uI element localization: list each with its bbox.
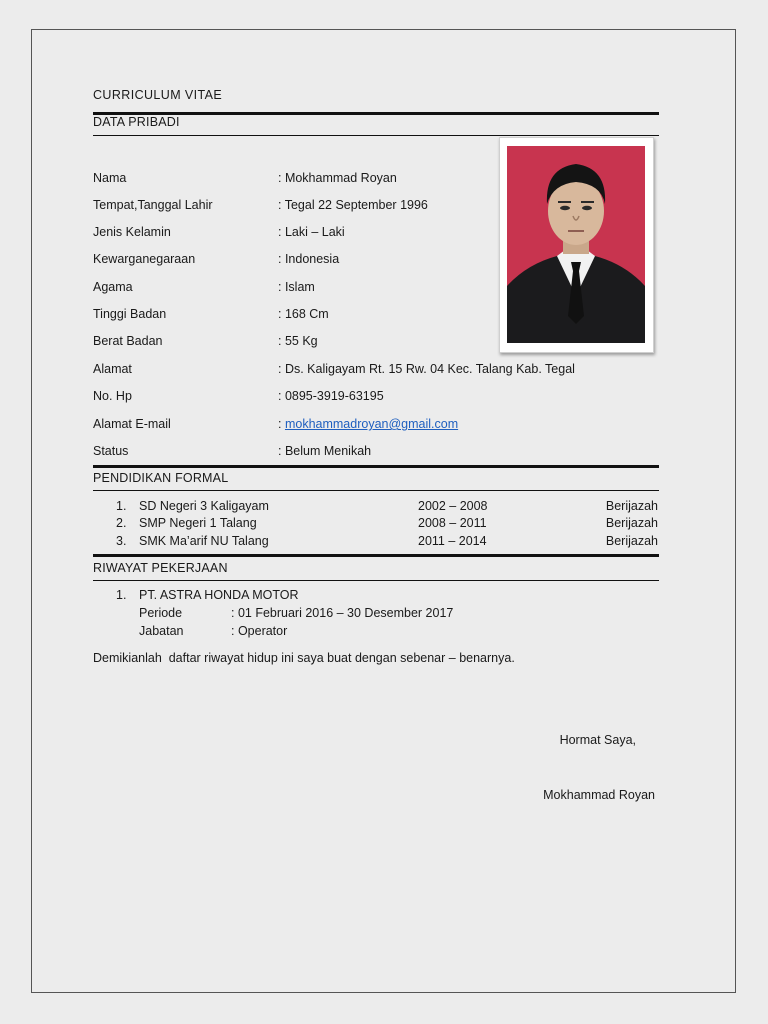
edu-item-status: Berijazah [605,499,658,513]
value-agama: : Islam [278,280,315,294]
edu-item-status: Berijazah [605,516,658,530]
work-position-value: : Operator [231,624,288,638]
edu-item-years: 2002 – 2008 [418,499,488,513]
value-kewarganegaraan: : Indonesia [278,252,340,266]
portrait-image [507,146,645,343]
closing-regards: Hormat Saya, [559,733,636,747]
edu-item-num: 1. [116,499,127,513]
value-email-row [278,417,458,431]
closing-statement: Demikianlah daftar riwayat hidup ini saya buat dengan sebenar – benarnya. [93,651,515,665]
label-status: Status [93,444,129,458]
work-period-label: Periode [139,606,183,620]
label-ttl: Tempat,Tanggal Lahir [93,198,213,212]
email-link[interactable]: mokhammadroyan@gmail.com [284,417,459,431]
section-personal-heading: DATA PRIBADI [93,115,180,129]
edu-item-school: SMP Negeri 1 Talang [139,516,257,530]
edu-item-school: SMK Ma’arif NU Talang [139,534,269,548]
label-kewarganegaraan: Kewarganegaraan [93,252,196,266]
value-berat-badan: : 55 Kg [278,334,318,348]
email-prefix: : [278,417,285,431]
profile-photo [499,137,654,353]
signature-name: Mokhammad Royan [543,788,655,802]
value-jenis-kelamin: : Laki – Laki [278,225,345,239]
work-position-label: Jabatan [139,624,184,638]
edu-item-num: 3. [116,534,127,548]
work-period-value: : 01 Februari 2016 – 30 Desember 2017 [231,606,454,620]
label-berat-badan: Berat Badan [93,334,163,348]
edu-item-school: SD Negeri 3 Kaligayam [139,499,269,513]
work-item-num: 1. [116,588,127,602]
work-heading: RIWAYAT PEKERJAAN [93,561,228,575]
work-top-rule [93,554,659,557]
value-ttl: : Tegal 22 September 1996 [278,198,428,212]
value-status: : Belum Menikah [278,444,372,458]
label-email: Alamat E-mail [93,417,171,431]
edu-item-years: 2011 – 2014 [418,534,487,548]
education-rule [93,490,659,491]
label-no-hp: No. Hp [93,389,132,403]
document-title: CURRICULUM VITAE [93,88,223,102]
education-top-rule [93,465,659,468]
value-tinggi-badan: : 168 Cm [278,307,329,321]
label-agama: Agama [93,280,133,294]
education-heading: PENDIDIKAN FORMAL [93,471,229,485]
edu-item-num: 2. [116,516,127,530]
edu-item-years: 2008 – 2011 [418,516,487,530]
edu-item-status: Berijazah [605,534,658,548]
value-no-hp: : 0895-3919-63195 [278,389,384,403]
label-alamat: Alamat [93,362,132,376]
value-alamat: : Ds. Kaligayam Rt. 15 Rw. 04 Kec. Talang Kab. Tegal [278,362,575,376]
label-jenis-kelamin: Jenis Kelamin [93,225,171,239]
value-nama: : Mokhammad Royan [278,171,397,185]
cv-page [31,29,736,993]
work-rule [93,580,659,581]
work-item-company: PT. ASTRA HONDA MOTOR [139,588,299,602]
section-personal-rule [93,135,659,136]
label-tinggi-badan: Tinggi Badan [93,307,167,321]
label-nama: Nama [93,171,127,185]
